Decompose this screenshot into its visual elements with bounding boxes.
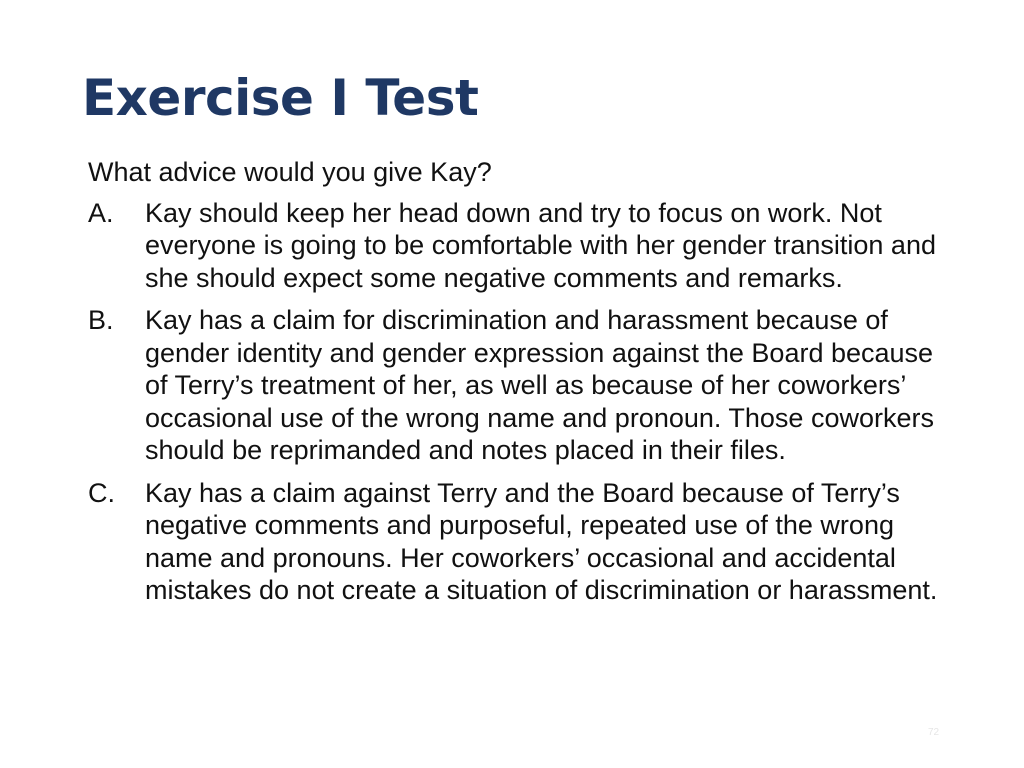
option-text: Kay has a claim against Terry and the Board because of Terry’s negative comments and purposeful, repeated use of the wrong name and pronouns. Her coworkers’ occasional and accidental mistakes do not create a situation of discrimination or harassment.: [145, 477, 938, 605]
option-text: Kay should keep her head down and try to focus on work. Not everyone is going to be comfortable with her gender transition and she should expect some negative comments and remarks.: [145, 197, 936, 293]
option-letter: B.: [88, 305, 114, 335]
option-letter: C.: [88, 477, 115, 508]
page-number: 72: [928, 727, 940, 738]
answer-option-b: [88, 304, 938, 467]
question-text: What advice would you give Kay?: [88, 157, 492, 187]
slide-title: Exercise I Test: [82, 69, 479, 127]
option-text: Kay has a claim for discrimination and harassment because of gender identity and gender expression against the Board because of Terry’s treatment of her, as well as because of her coworkers’ occasional use of the wrong name and pronoun. Those coworkers should be reprimanded and notes placed in their files.: [145, 305, 934, 465]
option-letter: A.: [88, 197, 114, 228]
slide-body: [88, 156, 938, 617]
answer-options-list: [88, 197, 938, 607]
answer-option-c: [88, 477, 938, 607]
answer-option-a: [88, 197, 938, 295]
